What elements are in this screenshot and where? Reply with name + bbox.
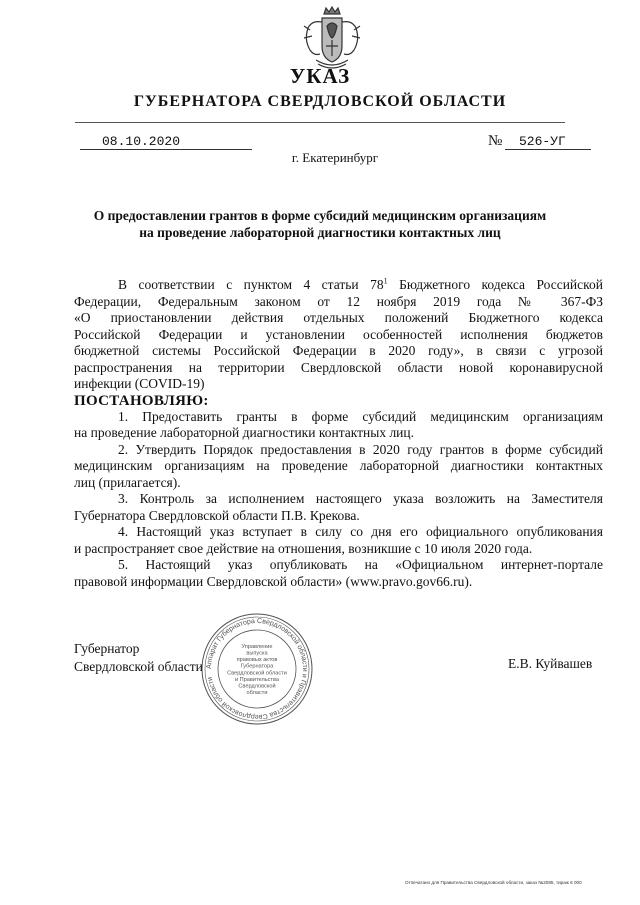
preamble-line: Федерации, Федеральным законом от 12 ноября 2019 года № 367-ФЗ (74, 293, 603, 309)
document-authority-title: ГУБЕРНАТОРА СВЕРДЛОВСКОЙ ОБЛАСТИ (133, 93, 507, 110)
document-type-title: УКАЗ (289, 64, 351, 88)
document-date: 08.10.2020 (80, 134, 252, 150)
document-body (74, 277, 603, 590)
subject-line: на проведение лабораторной диагностики контактных лиц (139, 225, 501, 240)
document-number: 526-УГ (505, 134, 591, 150)
signatory-position: Губернатор Свердловской области (74, 641, 203, 674)
item-line: 3. Контроль за исполнением настоящего указа возложить на Заместителя (118, 491, 603, 506)
preamble-line: распространения на территории Свердловской области новой коронавирусной (74, 359, 603, 375)
item-line: на проведение лабораторной диагностики контактных лиц. (74, 425, 415, 440)
number-sign: № (488, 133, 503, 149)
preamble-line: бюджетной системы Российской Федерации в 2020 году», в связи с угрозой (74, 343, 603, 358)
header-divider (75, 122, 565, 123)
item-line: лиц (прилагается). (74, 474, 181, 490)
document-subject (60, 207, 580, 241)
stamp-center-line: Свердловской области (227, 670, 287, 677)
stamp-center-line: области (246, 690, 268, 697)
item-line: и распространяет свое действие на отношения, возникшие с 10 июля 2020 года. (74, 540, 533, 556)
stamp-center-line: правовых актов (236, 657, 278, 664)
item-line: 5. Настоящий указ опубликовать на «Официальном интернет-портале (118, 557, 603, 572)
stamp-center-line: Свердловской (238, 683, 276, 690)
item-line: 2. Утвердить Порядок предоставления в 2020 году грантов в форме субсидий (118, 441, 603, 457)
item-line: Губернатора Свердловской области П.В. Крекова. (74, 507, 360, 523)
stamp-center-line: Губернатора (240, 663, 274, 670)
decree-word: ПОСТАНОВЛЯЮ: (74, 392, 209, 409)
preamble-line: «О приостановлении действия отдельных положений Бюджетного кодекса (74, 310, 603, 325)
stamp-center-line: Управление (241, 643, 273, 650)
footnote-superscript: 1 (383, 276, 388, 286)
preamble-line: инфекции (COVID-19) (74, 376, 205, 391)
coat-of-arms-icon (300, 6, 364, 72)
signatory-name: Е.В. Куйвашев (508, 656, 593, 671)
preamble-line: Российской Федерации и установлении особенностей исполнения бюджетов (74, 326, 603, 342)
item-line: 4. Настоящий указ вступает в силу со дня его официального опубликования (118, 524, 603, 539)
subject-line: О предоставлении грантов в форме субсидий медицинским организациям (93, 208, 547, 223)
document-city: г. Екатеринбург (291, 150, 379, 165)
stamp-center-line: и Правительства (235, 676, 279, 683)
stamp-ring-text: Аппарат Губернатора Свердловской области и Правительства Свердловской области (205, 617, 309, 721)
item-line: 1. Предоставить гранты в форме субсидий медицинским организациям (118, 408, 603, 424)
print-footer: Отпечатано для Правительства Свердловской области, заказ №2085, тираж 6 000 (405, 880, 582, 885)
item-line: правовой информации Свердловской области» (www.pravo.gov66.ru). (74, 573, 473, 589)
stamp-center-line: выпуска (246, 650, 268, 657)
official-stamp (200, 612, 314, 726)
item-line: медицинским организациям на проведение лабораторной диагностики контактных (74, 458, 603, 473)
preamble-line: В соответствии с пунктом 4 статьи $78^1$ Бюджетного кодекса Российской (118, 276, 603, 292)
